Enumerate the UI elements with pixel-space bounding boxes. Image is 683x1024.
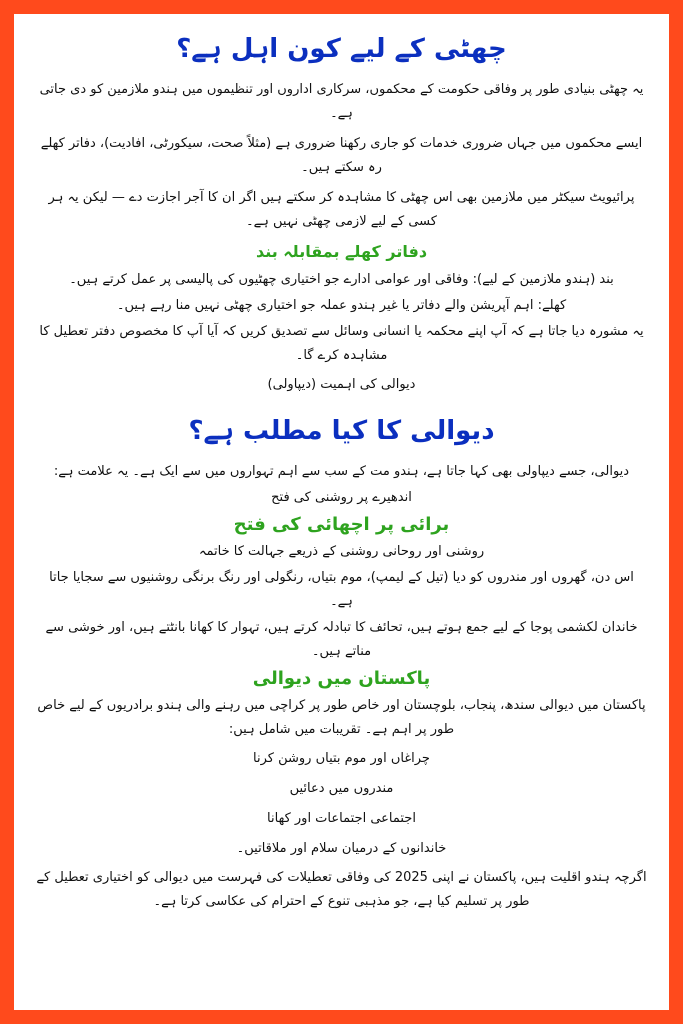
section-title-diwali-meaning: دیوالی کا کیا مطلب ہے؟ (188, 416, 495, 446)
offices-heading: دفاتر کھلے بمقابلہ بند (255, 242, 428, 261)
list-item: خاندانوں کے درمیان سلام اور ملاقاتیں۔ (236, 841, 447, 856)
eligibility-paragraph: پرائیویٹ سیکٹر میں ملازمین بھی اس چھٹی کا مشاہدہ کر سکتے ہیں اگر ان کا آجر اجازت دے — لیکن یہ ہر کسی کے لیے لازمی چھٹی نہیں ہے۔ (48, 190, 635, 229)
eligibility-paragraph: ایسے محکموں میں جہاں ضروری خدمات کو جاری رکھنا ضروری ہے (مثلاً صحت، سیکورٹی، افادیت)، دفاتر کھلے رہ سکتے ہیں۔ (40, 136, 643, 175)
eligibility-paragraph: یہ چھٹی بنیادی طور پر وفاقی حکومت کے محکموں، سرکاری اداروں اور تنظیموں میں ہندو ملازمین کو دی جاتی ہے۔ (39, 82, 644, 121)
diwali-significance-label: دیوالی کی اہمیت (دیپاولی) (267, 377, 416, 392)
offices-closed-line: بند (ہندو ملازمین کے لیے): وفاقی اور عوامی ادارے جو اختیاری چھٹیوں کی پالیسی پر عمل کرتے ہیں۔ (69, 272, 614, 287)
page-frame (14, 14, 669, 1010)
article-content (14, 32, 669, 914)
diwali-line: خاندان لکشمی پوجا کے لیے جمع ہوتے ہیں، تحائف کا تبادلہ کرتے ہیں، تہوار کا کھانا بانٹتے ہیں، اور خوشی سے مناتے ہیں۔ (45, 620, 638, 659)
pakistan-diwali-heading: پاکستان میں دیوالی (252, 668, 431, 689)
offices-open-line: کھلے: اہم آپریشن والے دفاتر یا غیر ہندو عملہ جو اختیاری چھٹی نہیں منا رہے ہیں۔ (116, 298, 567, 313)
pakistan-intro: پاکستان میں دیوالی سندھ، پنجاب، بلوچستان اور خاص طور پر کراچی میں رہنے والی ہندو برادریوں کے لیے خاص طور پر اہم ہے۔ تقریبات میں شامل ہیں: (37, 698, 646, 737)
celebrations-list (36, 744, 647, 864)
section-title-eligibility: چھٹی کے لیے کون اہل ہے؟ (176, 34, 507, 64)
diwali-line: اس دن، گھروں اور مندروں کو دیا (تیل کے لیمپ)، موم بتیاں، رنگولی اور رنگ برنگی روشنیوں سے سجایا جاتا ہے۔ (49, 570, 634, 609)
list-item: اجتماعی اجتماعات اور کھانا (267, 811, 416, 826)
offices-advice-line: یہ مشورہ دیا جاتا ہے کہ آپ اپنے محکمہ یا انسانی وسائل سے تصدیق کریں کہ آیا آپ کا مخصوص دفتر تعطیل کا مشاہدہ کرے گا۔ (39, 324, 644, 363)
good-over-evil-heading: برائی پر اچھائی کی فتح (233, 514, 450, 535)
list-item: چراغاں اور موم بتیاں روشن کرنا (253, 751, 430, 766)
closing-paragraph: اگرچہ ہندو اقلیت ہیں، پاکستان نے اپنی 2025 کی وفاقی تعطیلات کی فہرست میں دیوالی کو اختیاری تعطیل کے طور پر تسلیم کیا ہے، جو مذہبی تنوع کے احترام کی عکاسی کرتا ہے۔ (36, 870, 647, 909)
list-item: مندروں میں دعائیں (289, 781, 394, 796)
diwali-line: روشنی اور روحانی روشنی کے ذریعے جہالت کا خاتمہ (198, 544, 485, 559)
diwali-intro: دیوالی، جسے دیپاولی بھی کہا جاتا ہے، ہندو مت کے سب سے اہم تہواروں میں سے ایک ہے۔ یہ علامت ہے: (53, 464, 630, 479)
diwali-symbol-line: اندھیرے پر روشنی کی فتح (271, 490, 412, 505)
